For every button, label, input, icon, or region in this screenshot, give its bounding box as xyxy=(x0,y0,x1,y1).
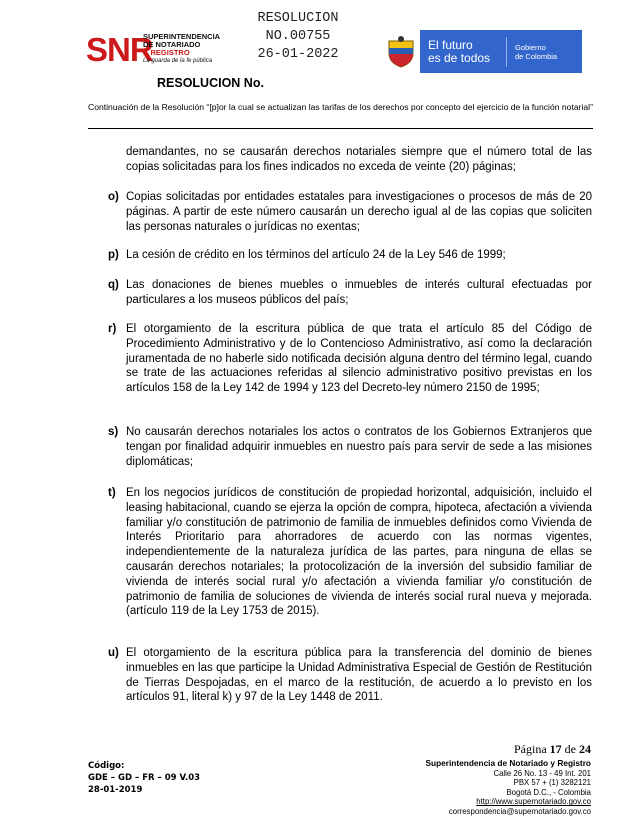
snr-line1: SUPERINTENDENCIA xyxy=(143,32,221,41)
page-number xyxy=(514,742,591,757)
item-letter-p: p) xyxy=(108,249,119,261)
page-word: Página xyxy=(514,742,547,756)
resolution-stamp xyxy=(252,10,344,64)
org-contact xyxy=(425,759,591,817)
item-text-s: No causarán derechos notariales los actos o contratos de los Gobiernos Extranjeros que tengan por finalidad adquirir inmuebles en nuestro país para servir de sede a las misiones diplomáticas; xyxy=(126,426,592,468)
item-letter-q: q) xyxy=(108,279,119,291)
intro-paragraph: demandantes, no se causarán derechos notariales siempre que el número total de las copias solicitadas para los fines indicados no exceda de veinte (20) páginas; xyxy=(126,146,592,173)
snr-logo xyxy=(86,30,221,72)
item-letter-s: s) xyxy=(108,426,119,438)
code-date: 28-01-2019 xyxy=(88,785,143,795)
resolution-title: RESOLUCION No. xyxy=(157,76,264,90)
snr-logo-text xyxy=(143,33,220,65)
colombia-shield-icon xyxy=(382,30,420,73)
snr-tagline: La guarda de la fe pública xyxy=(143,58,213,64)
code-label: Código: xyxy=(88,761,125,771)
org-name: Superintendencia de Notariado y Registro xyxy=(425,758,591,768)
document-code xyxy=(88,760,200,796)
item-text-r: El otorgamiento de la escritura pública de que trata el artículo 85 del Código de Procedimiento Administrativo y de lo Contencioso Administrativo, así como la declaración juramentada de no haberle sido notificada decisión alguna dentro del término legal, cuando se trate de las actuaciones referidas al silencio administrativo positivo previstas en los artículos 158 de la Ley 142 de 1994 y 123 del Decreto-ley número 2150 de 1995; xyxy=(126,323,592,395)
snr-line3: & REGISTRO xyxy=(143,48,190,57)
item-letter-t: t) xyxy=(108,487,116,499)
gov-name-line2: de Colombia xyxy=(515,51,558,61)
org-city: Bogotá D.C., - Colombia xyxy=(506,787,591,797)
item-text-u: El otorgamiento de la escritura pública para la transferencia del dominio de bienes inmuebles en las que participe la Unidad Administrativa Especial de Gestión de Restitución de Tierras Despojadas, en el marco de la restitución, de acuerdo a lo previsto en los artículos 91, literal k) y 97 de la Ley 1448 de 2011. xyxy=(126,647,592,704)
page-of: de xyxy=(564,742,576,756)
item-letter-o: o) xyxy=(108,191,119,203)
item-text-p: La cesión de crédito en los términos del artículo 24 de la Ley 546 de 1999; xyxy=(126,249,506,261)
org-pbx: PBX 57 + (1) 3282121 xyxy=(513,778,591,788)
item-text-q: Las donaciones de bienes muebles o inmuebles de interés cultural efectuadas por particulares a los museos públicos del país; xyxy=(126,279,592,306)
item-letter-r: r) xyxy=(108,323,117,335)
gov-slogan-line1: El futuro xyxy=(428,37,473,52)
stamp-line3: 26-01-2022 xyxy=(257,47,339,62)
stamp-line2: NO.00755 xyxy=(265,29,331,44)
page-total: 24 xyxy=(579,742,591,756)
gov-name-line1: Gobierno xyxy=(515,42,546,52)
item-text-t: En los negocios jurídicos de constitución de propiedad horizontal, adquisición, incluido el leasing habitacional, cuando se ejerza la opción de compra, hipoteca, afectación a vivienda familiar y/o constitución de patrimonio de familia de inmuebles definidos como Vivienda de Interés Prioritario para ahorradores de acuerdo con las normas vigentes, independientemente de la naturaleza jurídica de las partes, para ninguna de ellas se causarán derechos notariales; la protocolización de la inversión del subsidio familiar de vivienda de interés social rural y/o afectación a vivienda familiar y/o constitución de patrimonio de familia de soluciones de vivienda de interés social rural nueva y mejorada. (artículo 119 de la Ley 1753 de 2015). xyxy=(126,487,592,618)
code-value: GDE – GD – FR – 09 V.03 xyxy=(88,773,201,783)
page-current: 17 xyxy=(549,742,562,756)
continuation-note xyxy=(88,102,593,113)
org-address: Calle 26 No. 13 - 49 Int. 201 xyxy=(493,768,591,778)
gov-slogan xyxy=(420,39,506,65)
header-divider xyxy=(88,128,593,129)
gov-slogan-line2: es de todos xyxy=(428,50,491,65)
continuation-text: Continuación de la Resolución “[p]or la cual se actualizan las tarifas de los derechos por concepto del ejercicio de la función notarial” xyxy=(88,102,593,112)
item-letter-u: u) xyxy=(108,647,119,659)
stamp-line1: RESOLUCION xyxy=(257,11,339,26)
gobierno-banner xyxy=(382,30,582,73)
snr-logo-letters: SNR xyxy=(86,31,153,68)
org-website-link[interactable]: http://www.supernotariado.gov.co xyxy=(476,797,591,807)
item-text-o: Copias solicitadas por entidades estatales para investigaciones o procesos de más de 20 páginas. A partir de este número causarán un derecho igual al de las copias que soliciten las personas naturales o jurídicas no exentas; xyxy=(126,191,592,233)
org-email[interactable]: correspondencia@supernotariado.gov.co xyxy=(448,806,591,816)
gov-name xyxy=(507,43,557,61)
snr-line2: DE NOTARIADO xyxy=(143,40,201,49)
